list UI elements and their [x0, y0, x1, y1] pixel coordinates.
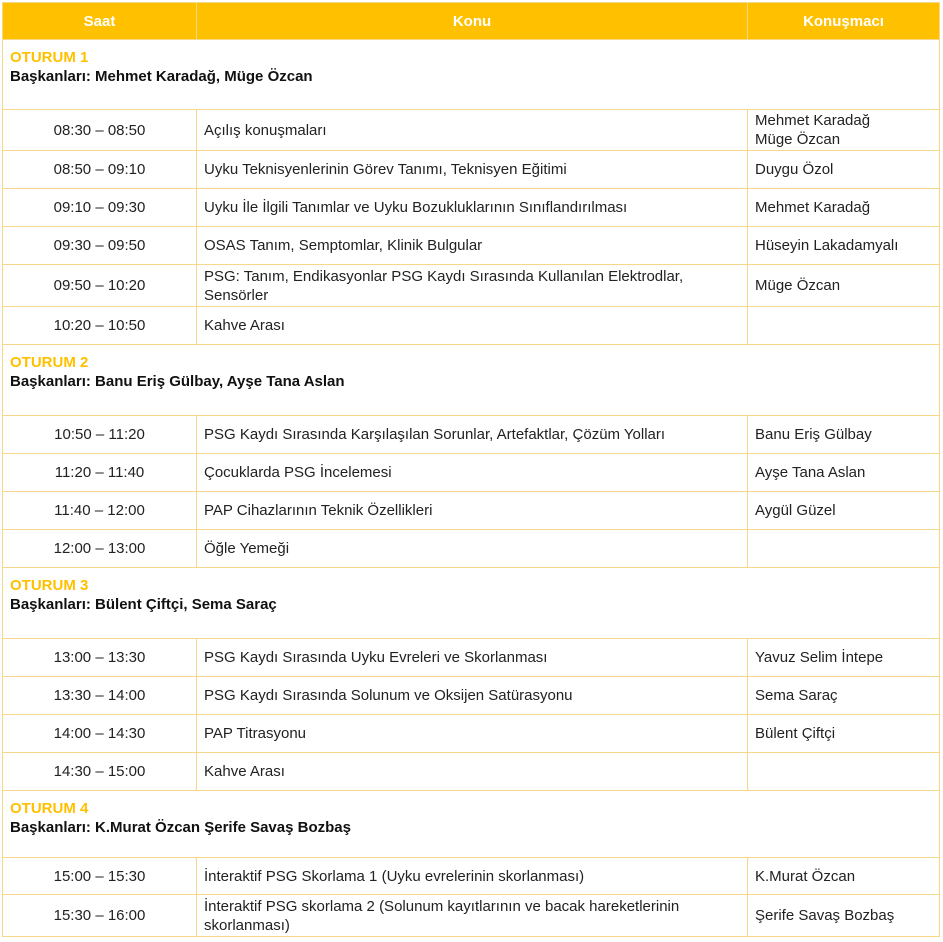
- time-cell: 14:00 – 14:30: [3, 715, 197, 753]
- speaker-cell: Banu Eriş Gülbay: [748, 416, 940, 454]
- speaker-cell: [748, 530, 940, 568]
- time-cell: 09:10 – 09:30: [3, 189, 197, 227]
- table-row: [3, 639, 940, 677]
- topic-cell: Uyku İle İlgili Tanımlar ve Uyku Bozukluklarının Sınıflandırılması: [197, 189, 748, 227]
- speaker-cell: Sema Saraç: [748, 677, 940, 715]
- time-cell: 09:30 – 09:50: [3, 227, 197, 265]
- speaker-cell: Duygu Özol: [748, 151, 940, 189]
- table-row: [3, 416, 940, 454]
- time-cell: 10:50 – 11:20: [3, 416, 197, 454]
- time-cell: 12:00 – 13:00: [3, 530, 197, 568]
- table-row: [3, 858, 940, 895]
- time-cell: 15:30 – 16:00: [3, 895, 197, 937]
- table-header: [3, 3, 940, 40]
- topic-cell: Öğle Yemeği: [197, 530, 748, 568]
- speaker-cell: [748, 307, 940, 345]
- speaker-cell: Hüseyin Lakadamyalı: [748, 227, 940, 265]
- topic-cell: PSG Kaydı Sırasında Uyku Evreleri ve Skorlanması: [197, 639, 748, 677]
- speaker-cell: Ayşe Tana Aslan: [748, 454, 940, 492]
- speaker-cell: Müge Özcan: [748, 265, 940, 307]
- speaker-cell: Yavuz Selim İntepe: [748, 639, 940, 677]
- session-name: OTURUM 2: [10, 354, 89, 371]
- session-header-1: [3, 40, 940, 110]
- time-cell: 11:40 – 12:00: [3, 492, 197, 530]
- speaker-cell: Aygül Güzel: [748, 492, 940, 530]
- speaker-cell: Mehmet Karadağ: [748, 189, 940, 227]
- speaker-cell: [748, 110, 940, 151]
- time-cell: 11:20 – 11:40: [3, 454, 197, 492]
- speaker-name: Müge Özcan: [755, 131, 841, 148]
- time-cell: 14:30 – 15:00: [3, 753, 197, 791]
- session-chairs: Başkanları: Mehmet Karadağ, Müge Özcan: [10, 68, 313, 85]
- time-cell: 15:00 – 15:30: [3, 858, 197, 895]
- topic-cell: [197, 895, 748, 937]
- speaker-name: Mehmet Karadağ: [755, 112, 871, 129]
- topic-cell: Açılış konuşmaları: [197, 110, 748, 151]
- topic-cell: Uyku Teknisyenlerinin Görev Tanımı, Teknisyen Eğitimi: [197, 151, 748, 189]
- topic-cell: PSG Kaydı Sırasında Solunum ve Oksijen Satürasyonu: [197, 677, 748, 715]
- table-row: [3, 151, 940, 189]
- session-header-2: [3, 345, 940, 416]
- program-table: [2, 2, 940, 937]
- header-time: Saat: [3, 3, 197, 40]
- table-row: [3, 753, 940, 791]
- table-row: [3, 307, 940, 345]
- topic-cell: PAP Titrasyonu: [197, 715, 748, 753]
- speaker-cell: Şerife Savaş Bozbaş: [748, 895, 940, 937]
- table-row: [3, 265, 940, 307]
- time-cell: 13:30 – 14:00: [3, 677, 197, 715]
- table-row: [3, 677, 940, 715]
- session-chairs: Başkanları: Bülent Çiftçi, Sema Saraç: [10, 596, 277, 613]
- table-row: [3, 530, 940, 568]
- speaker-cell: K.Murat Özcan: [748, 858, 940, 895]
- session-name: OTURUM 1: [10, 49, 89, 66]
- topic-cell: PAP Cihazlarının Teknik Özellikleri: [197, 492, 748, 530]
- session-chairs: Başkanları: Banu Eriş Gülbay, Ayşe Tana Aslan: [10, 373, 345, 390]
- topic-cell: Kahve Arası: [197, 307, 748, 345]
- topic-line: Sensörler: [204, 286, 269, 304]
- session-name: OTURUM 3: [10, 577, 89, 594]
- topic-line: skorlanması): [204, 916, 290, 934]
- topic-cell: OSAS Tanım, Semptomlar, Klinik Bulgular: [197, 227, 748, 265]
- header-topic: Konu: [197, 3, 748, 40]
- time-cell: 08:30 – 08:50: [3, 110, 197, 151]
- topic-cell: Kahve Arası: [197, 753, 748, 791]
- topic-cell: İnteraktif PSG Skorlama 1 (Uyku evrelerinin skorlanması): [197, 858, 748, 895]
- session-header-3: [3, 568, 940, 639]
- time-cell: 13:00 – 13:30: [3, 639, 197, 677]
- table-row: [3, 189, 940, 227]
- time-cell: 08:50 – 09:10: [3, 151, 197, 189]
- topic-line: İnteraktif PSG skorlama 2 (Solunum kayıtlarının ve bacak hareketlerinin: [204, 897, 680, 915]
- topic-cell: Çocuklarda PSG İncelemesi: [197, 454, 748, 492]
- time-cell: 09:50 – 10:20: [3, 265, 197, 307]
- topic-line: PSG: Tanım, Endikasyonlar PSG Kaydı Sırasında Kullanılan Elektrodlar,: [204, 267, 684, 285]
- table-row: [3, 492, 940, 530]
- session-header-4: [3, 791, 940, 858]
- time-cell: 10:20 – 10:50: [3, 307, 197, 345]
- table-row: [3, 895, 940, 937]
- speaker-cell: Bülent Çiftçi: [748, 715, 940, 753]
- session-name: OTURUM 4: [10, 800, 89, 817]
- table-row: [3, 110, 940, 151]
- table-row: [3, 227, 940, 265]
- topic-cell: PSG Kaydı Sırasında Karşılaşılan Sorunlar, Artefaktlar, Çözüm Yolları: [197, 416, 748, 454]
- speaker-cell: [748, 753, 940, 791]
- header-speaker: Konuşmacı: [748, 3, 940, 40]
- topic-cell: [197, 265, 748, 307]
- session-chairs: Başkanları: K.Murat Özcan Şerife Savaş Bozbaş: [10, 819, 351, 836]
- table-row: [3, 715, 940, 753]
- table-row: [3, 454, 940, 492]
